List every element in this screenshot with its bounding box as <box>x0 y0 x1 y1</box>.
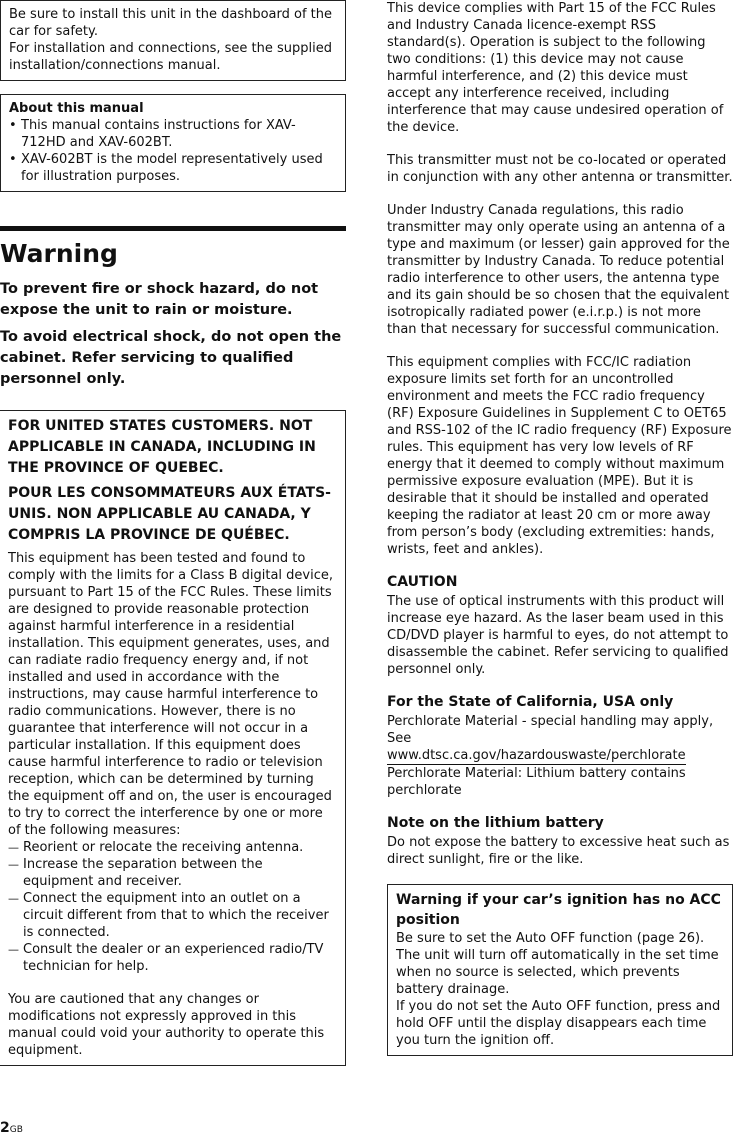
warning-rule <box>0 226 346 231</box>
measure-item: — Increase the separation between the equipment and receiver. <box>8 856 337 890</box>
lithium-battery-text: Do not expose the battery to excessive heat such as direct sunlight, fire or the like. <box>387 835 730 867</box>
acc-warning-line2: If you do not set the Auto OFF function, press and hold OFF until the display disappears each time you turn the ignition off. <box>396 999 721 1048</box>
install-notice-line1: Be sure to install this unit in the dashboard of the car for safety. <box>9 7 333 39</box>
about-manual-item: • This manual contains instructions for XAV-712HD and XAV-602BT. <box>9 117 337 151</box>
fcc-class-b-text: This equipment has been tested and found to comply with the limits for a Class B digital device, pursuant to Part 15 of the FCC Rules. These limits are designed to provide reasonable protection against harmful interference in a residential installation. This equipment generates, uses, and can radiate radio frequency energy and, if not installed and used in accordance with the instructions, may cause harmful interference to radio communications. However, there is no guarantee that interference will not occur in a particular installation. If this equipment does cause harmful interference to radio or television reception, which can be determined by turning the equipment off and on, the user is encouraged to try to correct the interference by one or more of the following measures: <box>8 551 333 838</box>
measure-item: — Connect the equipment into an outlet on a circuit different from that to which the receiver is connected. <box>8 890 337 941</box>
perchlorate-material-line: Perchlorate Material: Lithium battery contains perchlorate <box>387 766 686 798</box>
measure-item: — Consult the dealer or an experienced radio/TV technician for help. <box>8 941 337 975</box>
us-customers-title: FOR UNITED STATES CUSTOMERS. NOT APPLICABLE IN CANADA, INCLUDING IN THE PROVINCE OF QUEBEC. <box>8 418 316 476</box>
california-heading: For the State of California, USA only <box>387 694 674 710</box>
left-column <box>0 0 346 1066</box>
transmitter-colocation-text: This transmitter must not be co-located or operated in conjunction with any other antenna or transmitter. <box>387 153 733 185</box>
warning-shock-text: To avoid electrical shock, do not open the cabinet. Refer servicing to qualified personnel only. <box>0 329 342 387</box>
rf-exposure-text: This equipment complies with FCC/IC radiation exposure limits set forth for an uncontrolled environment and meets the FCC radio frequency (RF) Exposure Guidelines in Supplement C to OET65 and RSS-102 of the IC radio frequency (RF) Exposure rules. This equipment has very low levels of RF energy that it deemed to comply without maximum permissive exposure evaluation (MPE). But it is desirable that it should be installed and operated keeping the radiator at least 20 cm or more away from person’s body (excluding extremities: hands, wrists, feet and ankles). <box>387 355 732 557</box>
install-notice-line2: For installation and connections, see the supplied installation/connections manual. <box>9 41 332 73</box>
page-number-suffix: GB <box>9 1125 23 1135</box>
caution-text: The use of optical instruments with this product will increase eye hazard. As the laser beam used in this CD/DVD player is harmful to eyes, do not attempt to disassemble the cabinet. Refer servicing to qualified personnel only. <box>387 594 729 677</box>
warning-fire-text: To prevent fire or shock hazard, do not expose the unit to rain or moisture. <box>0 281 319 318</box>
acc-warning-title: Warning if your car’s ignition has no ACC position <box>396 892 721 928</box>
install-notice-box <box>0 0 346 81</box>
fcc-ic-compliance-text: This device complies with Part 15 of the FCC Rules and Industry Canada licence-exempt RSS standard(s). Operation is subject to the following two conditions: (1) this device may not cause harmful interference, and (2) this device must accept any interference received, including interference that may cause undesired operation of the device. <box>387 1 724 135</box>
industry-canada-text: Under Industry Canada regulations, this radio transmitter may only operate using an antenna of a type and maximum (or lesser) gain approved for the transmitter by Industry Canada. To reduce potential radio interference to other users, the antenna type and its gain should be so chosen that the equivalent isotropically radiated power (e.i.r.p.) is not more than that necessary for successful communication. <box>387 203 730 337</box>
perchlorate-link[interactable]: www.dtsc.ca.gov/hazardouswaste/perchlorate <box>387 748 686 763</box>
right-column <box>387 0 733 1056</box>
acc-warning-line1: Be sure to set the Auto OFF function (page 26). The unit will turn off automatically in the set time when no source is selected, which prevents battery drainage. <box>396 931 719 997</box>
about-manual-list <box>9 117 337 185</box>
about-manual-item: • XAV-602BT is the model representatively used for illustration purposes. <box>9 151 337 185</box>
about-manual-title: About this manual <box>9 101 144 116</box>
page-number <box>0 1120 23 1139</box>
us-customers-box <box>0 410 346 1066</box>
modifications-caution-text: You are cautioned that any changes or modifications not expressly approved in this manual could void your authority to operate this equipment. <box>8 992 325 1058</box>
us-customers-title-fr: POUR LES CONSOMMATEURS AUX ÉTATS-UNIS. NON APPLICABLE AU CANADA, Y COMPRIS LA PROVINCE DE QUÉBEC. <box>8 485 331 543</box>
interference-measures-list <box>8 839 337 975</box>
acc-warning-box <box>387 884 733 1056</box>
lithium-battery-heading: Note on the lithium battery <box>387 815 604 831</box>
page-number-digit: 2 <box>0 1120 10 1136</box>
caution-heading: CAUTION <box>387 574 458 590</box>
warning-heading: Warning <box>0 239 118 268</box>
measure-item: — Reorient or relocate the receiving antenna. <box>8 839 337 856</box>
perchlorate-line: Perchlorate Material - special handling may apply, See <box>387 714 714 746</box>
about-manual-box <box>0 94 346 192</box>
